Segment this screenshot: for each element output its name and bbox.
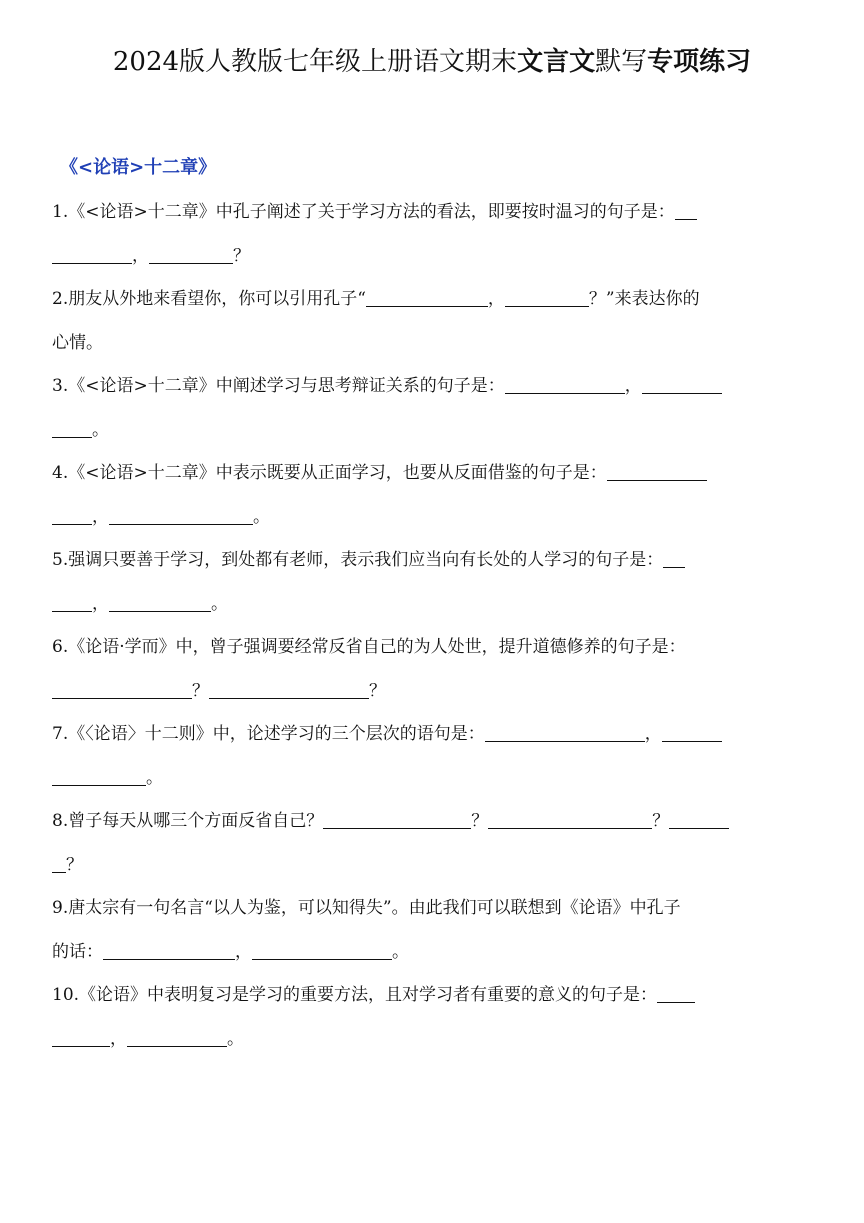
question-5 <box>52 538 814 626</box>
question-10-line-2: ， 。 <box>52 1017 814 1061</box>
answer-blank[interactable] <box>662 723 722 742</box>
question-8-line-1: 8.曾子每天从哪三个方面反省自己？ ？ ？ <box>52 799 814 843</box>
question-6-line-2: ？ ？ <box>52 669 814 713</box>
answer-blank[interactable] <box>663 549 685 568</box>
question-7 <box>52 712 814 800</box>
answer-blank[interactable] <box>52 854 66 873</box>
answer-blank[interactable] <box>607 462 707 481</box>
answer-blank[interactable] <box>52 245 132 264</box>
question-8 <box>52 799 814 887</box>
question-8-line-2: ？ <box>52 843 814 887</box>
title-part-1: 2024版人教版七年级上册语文期末 <box>112 47 518 77</box>
answer-blank[interactable] <box>52 506 92 525</box>
answer-blank[interactable] <box>127 1028 227 1047</box>
question-2-line-1: 2.朋友从外地来看望你，你可以引用孔子“ ， ？”来表达你的 <box>52 289 700 309</box>
answer-blank[interactable] <box>488 810 652 829</box>
answer-blank[interactable] <box>209 680 369 699</box>
question-7-line-2: 。 <box>52 756 814 800</box>
answer-blank[interactable] <box>366 288 488 307</box>
answer-blank[interactable] <box>505 375 625 394</box>
question-1-line-2: ， ？ <box>52 234 814 278</box>
answer-blank[interactable] <box>657 984 695 1003</box>
answer-blank[interactable] <box>52 419 92 438</box>
answer-blank[interactable] <box>52 1028 110 1047</box>
answer-blank[interactable] <box>149 245 233 264</box>
answer-blank[interactable] <box>52 593 92 612</box>
title-part-3: 默写 <box>595 47 648 77</box>
answer-blank[interactable] <box>109 593 211 612</box>
answer-blank[interactable] <box>109 506 253 525</box>
title-part-4: 专项练习 <box>647 47 752 77</box>
question-9-line-1: 9.唐太宗有一句名言“以人为鉴，可以知得失”。由此我们可以联想到《论语》中孔子 <box>52 898 681 918</box>
question-4-line-2: ， 。 <box>52 495 814 539</box>
question-1 <box>52 190 814 278</box>
question-1-line-1: 1.《<论语>十二章》中孔子阐述了关于学习方法的看法，即要按时温习的句子是： <box>52 190 814 234</box>
question-5-line-1: 5.强调只要善于学习，到处都有老师，表示我们应当向有长处的人学习的句子是： <box>52 538 814 582</box>
question-9 <box>52 886 814 974</box>
question-4 <box>52 451 814 539</box>
question-10-line-1: 10.《论语》中表明复习是学习的重要方法，且对学习者有重要的意义的句子是： <box>52 973 814 1017</box>
question-7-line-1: 7.《〈论语〉十二则》中，论述学习的三个层次的语句是： ， <box>52 712 814 756</box>
answer-blank[interactable] <box>642 375 722 394</box>
answer-blank[interactable] <box>485 723 645 742</box>
question-2-line-2: 心情。 <box>52 333 103 353</box>
question-3-line-2: 。 <box>52 408 814 452</box>
answer-blank[interactable] <box>323 810 471 829</box>
question-5-line-2: ， 。 <box>52 582 814 626</box>
question-10 <box>52 973 814 1061</box>
answer-blank[interactable] <box>103 941 235 960</box>
question-3-line-1: 3.《<论语>十二章》中阐述学习与思考辩证关系的句子是： ， <box>52 364 814 408</box>
answer-blank[interactable] <box>252 941 392 960</box>
question-4-line-1: 4.《<论语>十二章》中表示既要从正面学习，也要从反面借鉴的句子是： <box>52 451 814 495</box>
answer-blank[interactable] <box>675 201 697 220</box>
question-6 <box>52 625 814 713</box>
title-part-2: 文言文 <box>517 47 596 77</box>
section-heading: 《<论语>十二章》 <box>60 157 217 178</box>
answer-blank[interactable] <box>52 680 192 699</box>
question-6-line-1: 6.《论语·学而》中，曾子强调要经常反省自己的为人处世，提升道德修养的句子是： <box>52 637 686 657</box>
answer-blank[interactable] <box>669 810 729 829</box>
page-title <box>0 44 864 80</box>
answer-blank[interactable] <box>505 288 589 307</box>
question-9-line-2: 的话： ， 。 <box>52 942 409 962</box>
answer-blank[interactable] <box>52 767 146 786</box>
question-2 <box>52 277 814 365</box>
question-3 <box>52 364 814 452</box>
